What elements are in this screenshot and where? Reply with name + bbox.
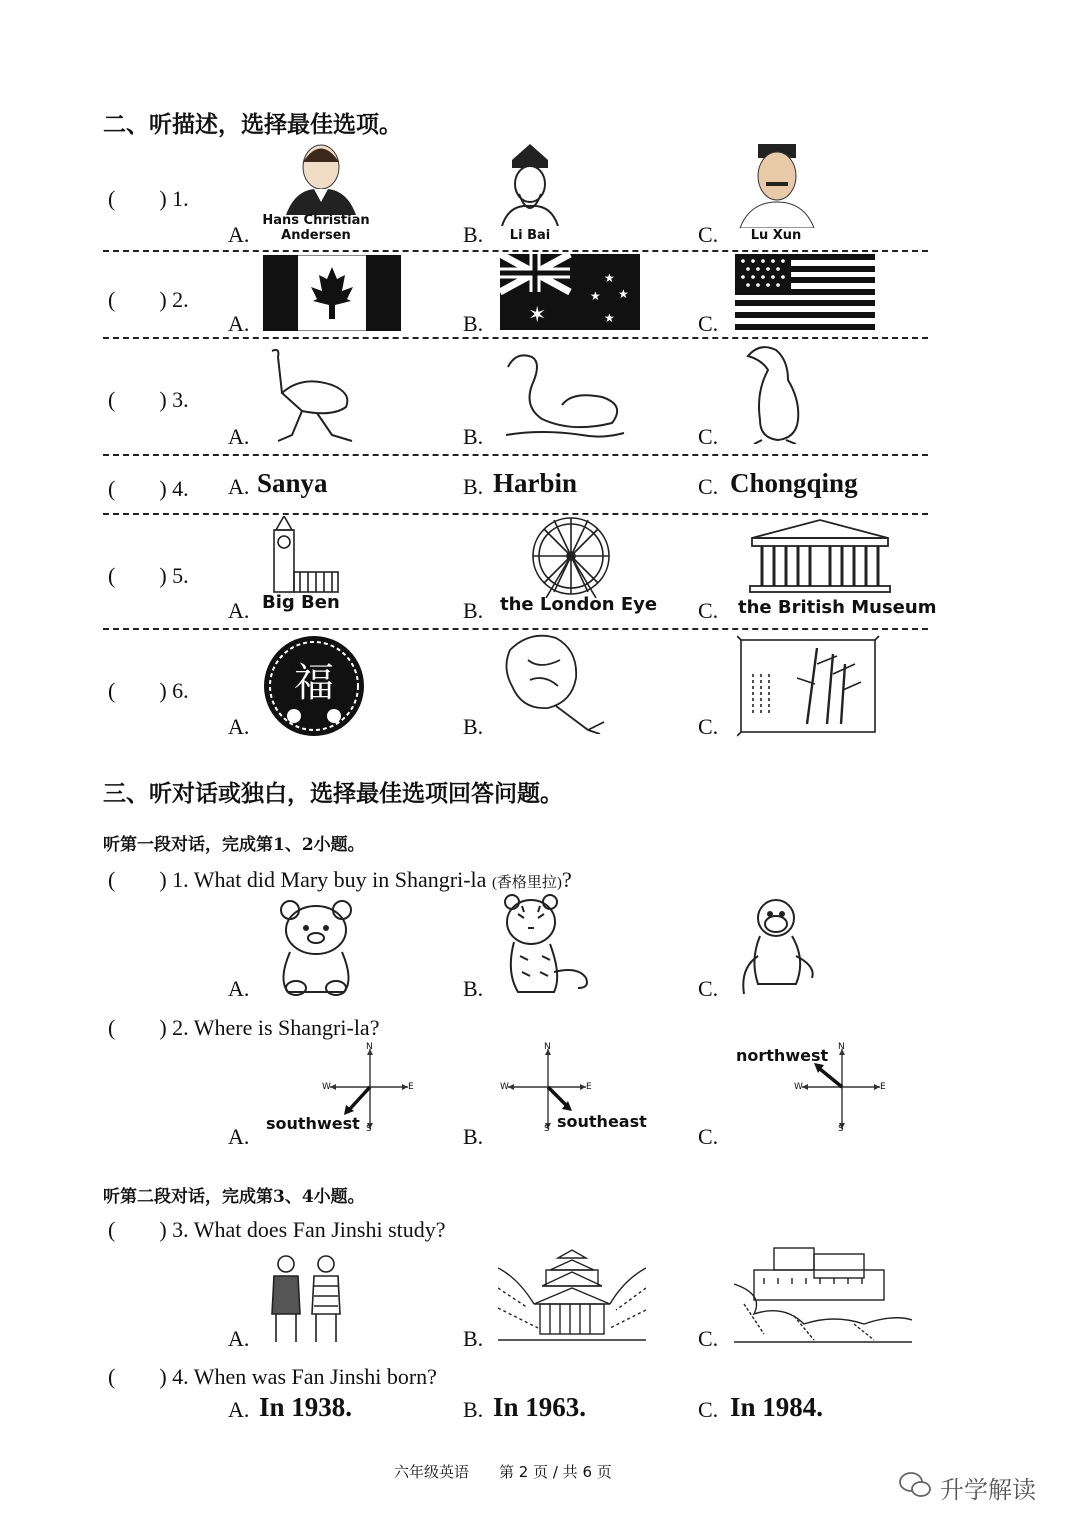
q3-option-a-letter[interactable]: A. [228,424,250,449]
q3-number[interactable]: ( ) 3. [108,387,189,412]
s3-q1-option-c-letter[interactable]: C. [698,976,719,1001]
watermark-text: 升学解读 [940,1476,1036,1504]
s3-q1-end: ? [561,867,572,892]
s3-q4-option-c-letter[interactable]: C. [698,1397,719,1422]
q2-option-a-letter[interactable]: A. [228,311,250,336]
s3-q2-option-c-letter[interactable]: C. [698,1124,719,1149]
potala-palace-drawing [734,1244,912,1344]
penguin-drawing [738,340,818,444]
q5-option-c-letter[interactable]: C. [698,598,719,623]
ostrich-drawing [262,345,362,445]
q1-option-a-letter[interactable]: A. [228,222,250,247]
s3-q4-option-a-letter[interactable]: A. [228,1397,250,1422]
compass-b-w: W [500,1082,509,1092]
q6-option-b-letter[interactable]: B. [463,714,484,739]
q2-option-b-letter[interactable]: B. [463,311,484,336]
li-bai-portrait [497,140,563,226]
q5-number[interactable]: ( ) 5. [108,563,189,588]
s3-q1-option-a-letter[interactable]: A. [228,976,250,1001]
s3-q1-option-b-letter[interactable]: B. [463,976,484,1001]
mogao-grottoes-drawing [498,1248,646,1344]
part1-instruction: 听第一段对话，完成第1、2小题。 [103,835,365,855]
tiger-toy-drawing [498,892,596,996]
s3-q4-option-c-text: In 1984. [730,1392,824,1422]
svg-text:✶: ✶ [528,303,547,328]
s3-q3-option-b-letter[interactable]: B. [463,1326,484,1351]
compass-c-w: W [794,1082,803,1092]
q2-number[interactable]: ( ) 2. [108,287,189,312]
monkey-toy-drawing [736,896,822,996]
q3-option-c-letter[interactable]: C. [698,424,719,449]
compass-c-s: S [838,1124,844,1134]
svg-text:福: 福 [294,660,334,706]
teddy-bear-drawing [266,896,366,996]
s3-q3-text: What does Fan Jinshi study? [193,1217,446,1242]
compass-b-s: S [544,1124,550,1134]
s3-q1-line [108,863,572,894]
s3-q3-option-c-letter[interactable]: C. [698,1326,719,1351]
s3-q2-text: Where is Shangri-la? [193,1015,380,1040]
q4-option-c-letter[interactable]: C. [698,474,719,499]
q5-option-b-caption: the London Eye [500,594,658,615]
canada-flag [263,255,401,331]
s3-q3-option-a-letter[interactable]: A. [228,1326,250,1351]
q1-option-b-caption: Li Bai [509,228,551,243]
s3-q4-line [108,1360,437,1391]
s3-q2-option-b-letter[interactable]: B. [463,1124,484,1149]
q1-option-c-caption: Lu Xun [750,228,802,243]
london-eye-drawing [526,514,616,598]
s3-q3-line [108,1213,446,1244]
q4-option-b-letter[interactable]: B. [463,474,484,499]
compass-a-e: E [408,1082,414,1092]
bamboo-scroll-painting [737,634,881,738]
australia-flag [500,254,640,330]
usa-flag [735,254,875,330]
divider [103,454,928,456]
section3-heading: 三、听对话或独白，选择最佳选项回答问题。 [103,781,563,807]
andersen-portrait [276,137,366,215]
q4-number[interactable]: ( ) 4. [108,476,189,501]
s3-q1-text: What did Mary buy in Shangri-la [193,867,487,892]
compass-b-label: southeast [557,1112,647,1131]
divider [103,250,928,252]
q4-option-c-text: Chongqing [730,468,858,498]
big-ben-drawing [266,516,340,594]
compass-c-e: E [880,1082,886,1092]
q5-option-c-caption: the British Museum [738,597,937,618]
q4-option-b-text: Harbin [493,468,578,498]
q6-number[interactable]: ( ) 6. [108,678,189,703]
compass-a-w: W [322,1082,331,1092]
divider [103,513,928,515]
compass-c-label: northwest [736,1046,829,1065]
q3-option-b-letter[interactable]: B. [463,424,484,449]
q6-option-c-letter[interactable]: C. [698,714,719,739]
s3-q2-number[interactable]: ( ) 2. [108,1015,189,1040]
part2-instruction: 听第二段对话，完成第3、4小题。 [103,1187,365,1207]
british-museum-drawing [748,518,892,594]
q5-option-a-caption: Big Ben [262,592,340,613]
q1-option-b-letter[interactable]: B. [463,222,484,247]
lu-xun-portrait [736,140,818,228]
s3-q2-option-a-letter[interactable]: A. [228,1124,250,1149]
s3-q4-option-b-text: In 1963. [493,1392,587,1422]
q1-option-a-caption: Hans Christian Andersen [262,213,370,243]
q1-number[interactable]: ( ) 1. [108,186,189,211]
q4-option-a-text: Sanya [257,468,328,498]
terracotta-warriors-drawing [266,1252,350,1346]
svg-text:★: ★ [604,271,615,285]
svg-text:★: ★ [590,289,601,303]
svg-text:★: ★ [604,311,615,325]
q5-option-a-letter[interactable]: A. [228,598,250,623]
s3-q4-option-b-letter[interactable]: B. [463,1397,484,1422]
compass-c-n: N [838,1042,845,1052]
compass-b-n: N [544,1042,551,1052]
divider [103,337,928,339]
compass-b-e: E [586,1082,592,1092]
q4-option-a-letter[interactable]: A. [228,474,250,499]
s3-q4-number[interactable]: ( ) 4. [108,1364,189,1389]
s3-q4-text: When was Fan Jinshi born? [193,1364,437,1389]
s3-q1-note: (香格里拉) [491,875,562,891]
svg-text:★: ★ [618,287,629,301]
paper-cutting-fu [262,634,366,738]
compass-a-s: S [366,1124,372,1134]
s3-q4-option-a-text: In 1938. [259,1392,353,1422]
wechat-icon [898,1470,932,1500]
section2-heading: 二、听描述，选择最佳选项。 [103,112,402,138]
s3-q2-line [108,1011,379,1042]
s3-q1-number[interactable]: ( ) 1. [108,867,189,892]
q2-option-c-letter[interactable]: C. [698,311,719,336]
page-footer: 六年级英语 第 2 页 / 共 6 页 [394,1463,612,1481]
q1-option-c-letter[interactable]: C. [698,222,719,247]
chinese-fan-drawing [500,630,610,734]
s3-q3-number[interactable]: ( ) 3. [108,1217,189,1242]
compass-a-label: southwest [266,1114,360,1133]
q6-option-a-letter[interactable]: A. [228,714,250,739]
q5-option-b-letter[interactable]: B. [463,598,484,623]
swan-drawing [502,345,628,441]
compass-a-n: N [366,1042,373,1052]
